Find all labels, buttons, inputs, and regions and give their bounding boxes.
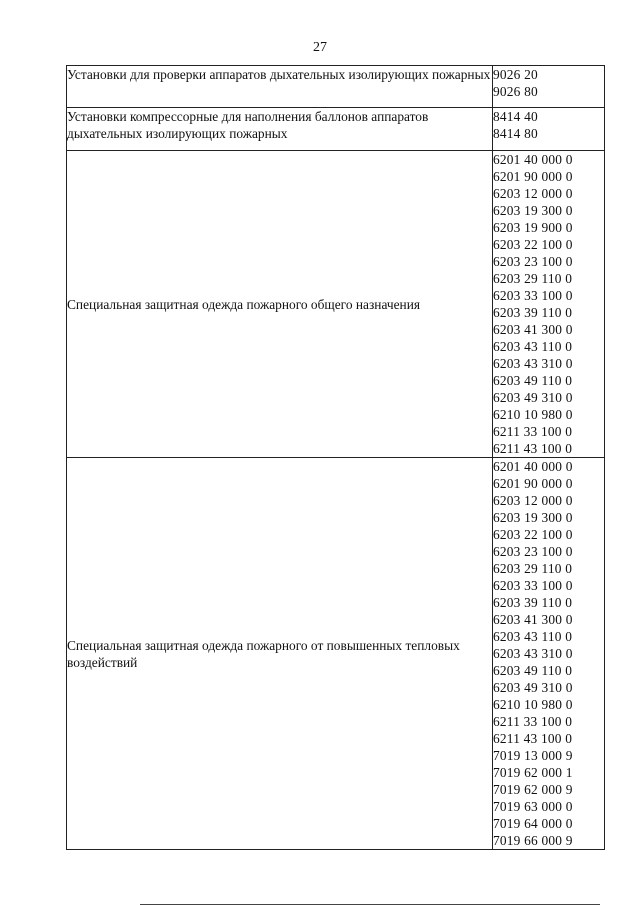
code-value: 7019 62 000 1 bbox=[493, 765, 573, 780]
code-value: 6203 12 000 0 bbox=[493, 493, 573, 508]
code-value: 6203 43 110 0 bbox=[493, 339, 573, 354]
code-cell bbox=[493, 108, 605, 151]
code-value: 6211 33 100 0 bbox=[493, 714, 573, 729]
code-value: 6203 33 100 0 bbox=[493, 288, 573, 303]
product-name-cell: Установки компрессорные для наполнения баллонов аппаратов дыхательных изолирующих пожарных bbox=[67, 108, 493, 151]
product-name-cell: Установки для проверки аппаратов дыхательных изолирующих пожарных bbox=[67, 66, 493, 108]
code-value: 6203 41 300 0 bbox=[493, 612, 573, 627]
code-value: 6211 43 100 0 bbox=[493, 731, 573, 746]
code-cell bbox=[493, 151, 605, 458]
code-value: 7019 66 000 9 bbox=[493, 833, 573, 848]
page-number: 27 bbox=[313, 40, 327, 55]
table-row bbox=[67, 66, 605, 108]
code-value: 7019 63 000 0 bbox=[493, 799, 573, 814]
code-value: 6201 90 000 0 bbox=[493, 476, 573, 491]
code-value: 6203 19 300 0 bbox=[493, 510, 573, 525]
code-value: 8414 40 bbox=[493, 109, 538, 124]
code-value: 6210 10 980 0 bbox=[493, 407, 573, 422]
table-row bbox=[67, 151, 605, 458]
code-value: 6203 49 110 0 bbox=[493, 663, 573, 678]
code-value: 6203 23 100 0 bbox=[493, 544, 573, 559]
code-value: 6201 40 000 0 bbox=[493, 152, 573, 167]
table-row bbox=[67, 458, 605, 850]
code-value: 6203 41 300 0 bbox=[493, 322, 573, 337]
code-value: 7019 62 000 9 bbox=[493, 782, 573, 797]
code-value: 6203 12 000 0 bbox=[493, 186, 573, 201]
code-value: 6203 19 300 0 bbox=[493, 203, 573, 218]
code-value: 6203 43 110 0 bbox=[493, 629, 573, 644]
code-value: 6203 49 310 0 bbox=[493, 390, 573, 405]
code-value: 6203 49 310 0 bbox=[493, 680, 573, 695]
code-value: 6203 22 100 0 bbox=[493, 527, 573, 542]
code-value: 6203 43 310 0 bbox=[493, 356, 573, 371]
code-value: 6201 90 000 0 bbox=[493, 169, 573, 184]
code-value: 6210 10 980 0 bbox=[493, 697, 573, 712]
code-value: 6203 19 900 0 bbox=[493, 220, 573, 235]
product-codes-table bbox=[66, 65, 605, 850]
product-name-cell: Специальная защитная одежда пожарного от повышенных тепловых воздействий bbox=[67, 458, 493, 850]
code-value: 6203 39 110 0 bbox=[493, 595, 573, 610]
code-value: 6203 39 110 0 bbox=[493, 305, 573, 320]
code-value: 9026 20 bbox=[493, 67, 538, 82]
table-row bbox=[67, 108, 605, 151]
code-cell bbox=[493, 66, 605, 108]
code-value: 6203 49 110 0 bbox=[493, 373, 573, 388]
code-value: 6203 33 100 0 bbox=[493, 578, 573, 593]
code-value: 9026 80 bbox=[493, 84, 538, 99]
code-value: 6201 40 000 0 bbox=[493, 459, 573, 474]
code-value: 7019 64 000 0 bbox=[493, 816, 573, 831]
code-value: 6203 23 100 0 bbox=[493, 254, 573, 269]
code-value: 6203 22 100 0 bbox=[493, 237, 573, 252]
code-value: 6211 33 100 0 bbox=[493, 424, 573, 439]
code-cell bbox=[493, 458, 605, 850]
product-name-cell: Специальная защитная одежда пожарного общего назначения bbox=[67, 151, 493, 458]
code-value: 6203 29 110 0 bbox=[493, 271, 573, 286]
code-value: 8414 80 bbox=[493, 126, 538, 141]
code-value: 6203 43 310 0 bbox=[493, 646, 573, 661]
code-value: 7019 13 000 9 bbox=[493, 748, 573, 763]
code-value: 6203 29 110 0 bbox=[493, 561, 573, 576]
code-value: 6211 43 100 0 bbox=[493, 441, 573, 456]
